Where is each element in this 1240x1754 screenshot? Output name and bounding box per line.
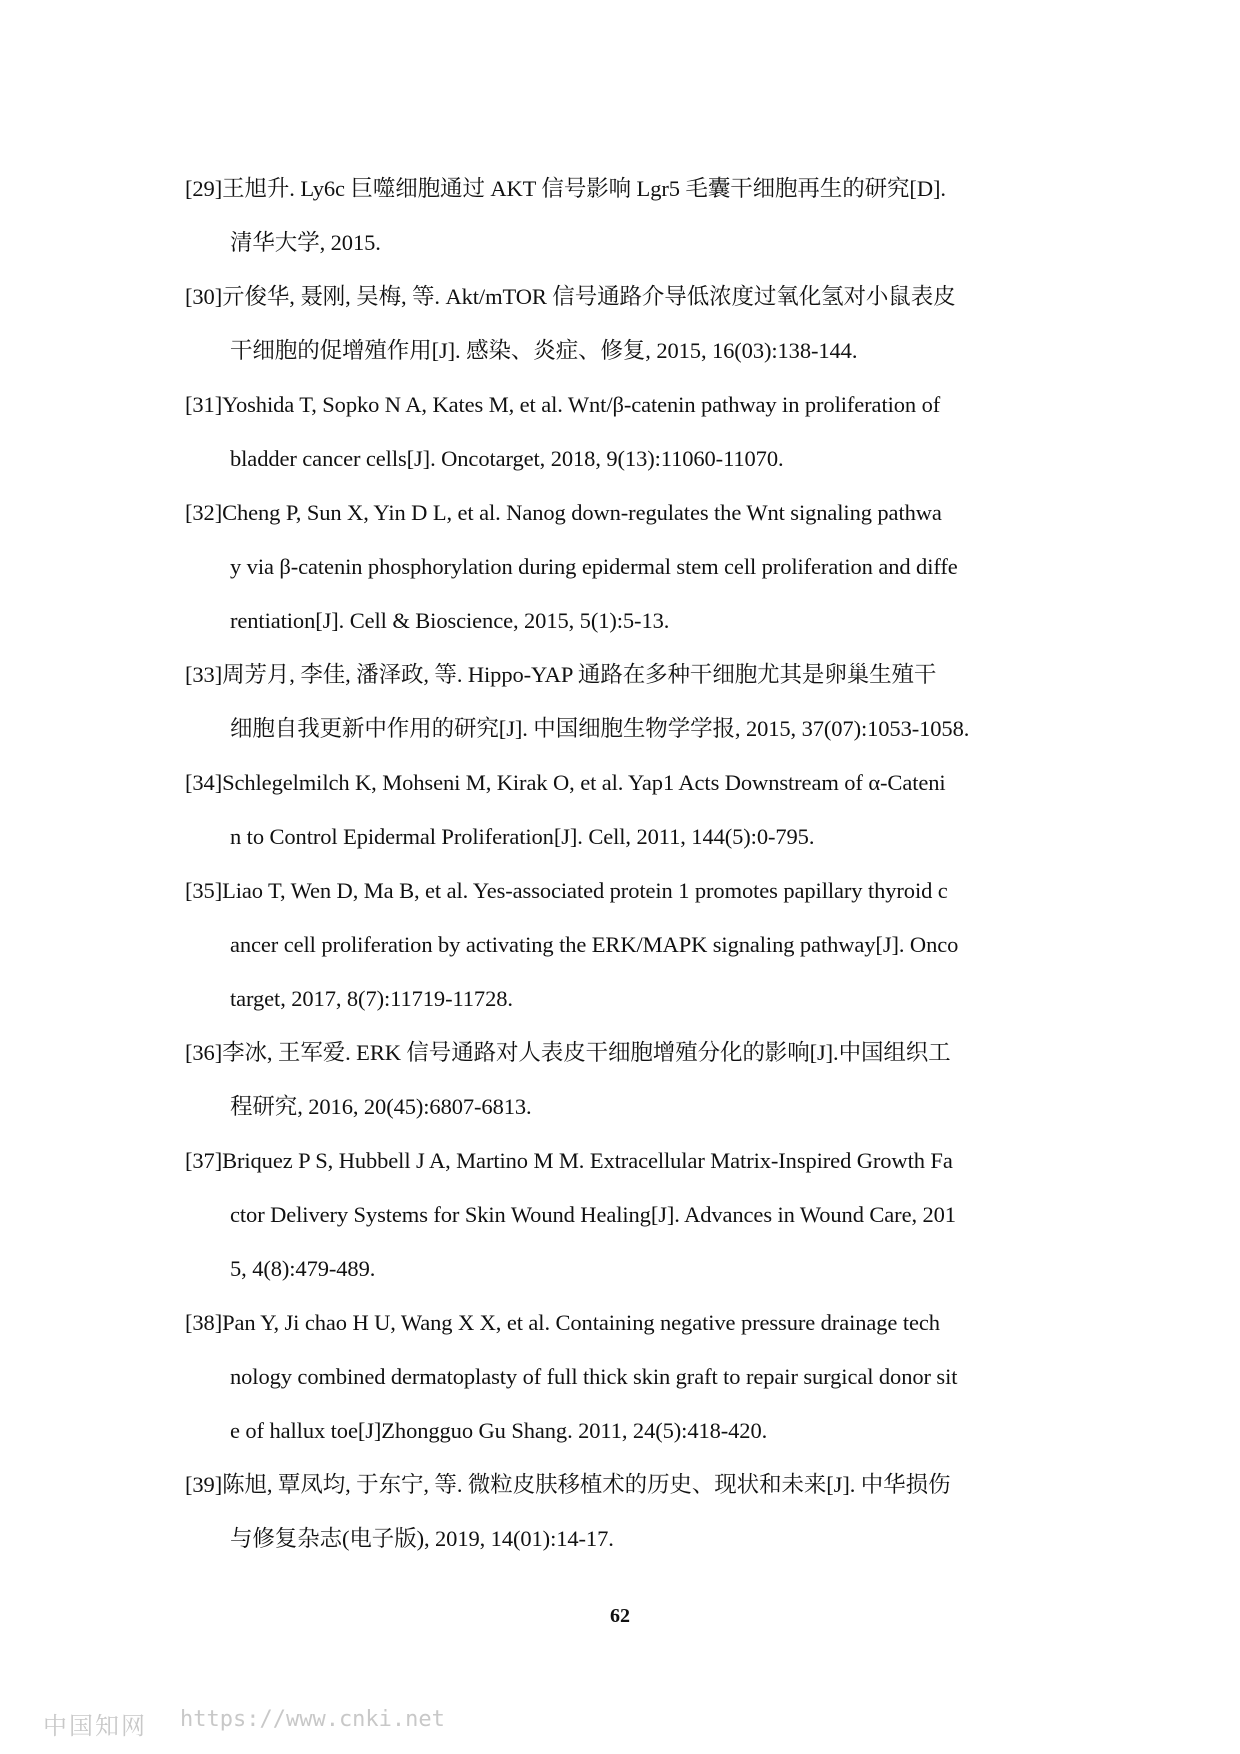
reference-line: rentiation[J]. Cell & Bioscience, 2015, 5(1):5-13. — [230, 608, 670, 633]
reference-item — [185, 756, 1055, 864]
reference-item — [185, 864, 1055, 1026]
reference-line: bladder cancer cells[J]. Oncotarget, 2018, 9(13):11060-11070. — [230, 446, 784, 471]
cnki-watermark-logo: 中国知网 — [43, 1712, 147, 1740]
reference-line: ancer cell proliferation by activating the ERK/MAPK signaling pathway[J]. Onco — [230, 932, 959, 957]
reference-line: [31]Yoshida T, Sopko N A, Kates M, et al. Wnt/β-catenin pathway in proliferation of — [185, 392, 941, 417]
reference-line: [37]Briquez P S, Hubbell J A, Martino M M. Extracellular Matrix-Inspired Growth Fa — [185, 1148, 953, 1173]
page-number: 62 — [610, 1605, 630, 1627]
reference-item — [185, 1026, 1055, 1134]
reference-item — [185, 1134, 1055, 1296]
reference-item — [185, 486, 1055, 648]
reference-line: 与修复杂志(电子版), 2019, 14(01):14-17. — [230, 1526, 614, 1551]
reference-line: 5, 4(8):479-489. — [230, 1256, 376, 1281]
reference-line: [29]王旭升. Ly6c 巨噬细胞通过 AKT 信号影响 Lgr5 毛囊干细胞再生的研究[D]. — [185, 176, 946, 201]
reference-item — [185, 378, 1055, 486]
reference-item — [185, 648, 1055, 756]
reference-line: target, 2017, 8(7):11719-11728. — [230, 986, 513, 1011]
reference-line: [32]Cheng P, Sun X, Yin D L, et al. Nanog down-regulates the Wnt signaling pathwa — [185, 500, 942, 525]
reference-line: y via β-catenin phosphorylation during epidermal stem cell proliferation and diffe — [230, 554, 958, 579]
reference-line: 清华大学, 2015. — [230, 230, 381, 255]
reference-item — [185, 1458, 1055, 1566]
reference-list — [185, 162, 1055, 1566]
reference-line: [30]亓俊华, 聂刚, 吴梅, 等. Akt/mTOR 信号通路介导低浓度过氧化氢对小鼠表皮 — [185, 284, 956, 309]
reference-line: 细胞自我更新中作用的研究[J]. 中国细胞生物学学报, 2015, 37(07):1053-1058. — [230, 716, 970, 741]
reference-line: [34]Schlegelmilch K, Mohseni M, Kirak O, et al. Yap1 Acts Downstream of α-Cateni — [185, 770, 946, 795]
reference-line: 程研究, 2016, 20(45):6807-6813. — [230, 1094, 532, 1119]
reference-item — [185, 270, 1055, 378]
reference-line: 干细胞的促增殖作用[J]. 感染、炎症、修复, 2015, 16(03):138-144. — [230, 338, 858, 363]
reference-line: [33]周芳月, 李佳, 潘泽政, 等. Hippo-YAP 通路在多种干细胞尤其是卵巢生殖干 — [185, 662, 937, 687]
reference-item — [185, 162, 1055, 270]
reference-line: [39]陈旭, 覃凤均, 于东宁, 等. 微粒皮肤移植术的历史、现状和未来[J]. 中华损伤 — [185, 1472, 951, 1497]
reference-line: ctor Delivery Systems for Skin Wound Healing[J]. Advances in Wound Care, 201 — [230, 1202, 956, 1227]
cnki-watermark-url: https://www.cnki.net — [180, 1707, 445, 1732]
reference-line: [38]Pan Y, Ji chao H U, Wang X X, et al. Containing negative pressure drainage tech — [185, 1310, 940, 1335]
reference-line: e of hallux toe[J]Zhongguo Gu Shang. 2011, 24(5):418-420. — [230, 1418, 768, 1443]
reference-line: [36]李冰, 王军爱. ERK 信号通路对人表皮干细胞增殖分化的影响[J].中国组织工 — [185, 1040, 951, 1065]
reference-line: nology combined dermatoplasty of full thick skin graft to repair surgical donor sit — [230, 1364, 958, 1389]
reference-line: [35]Liao T, Wen D, Ma B, et al. Yes-associated protein 1 promotes papillary thyroid c — [185, 878, 948, 903]
reference-item — [185, 1296, 1055, 1458]
reference-line: n to Control Epidermal Proliferation[J]. Cell, 2011, 144(5):0-795. — [230, 824, 815, 849]
